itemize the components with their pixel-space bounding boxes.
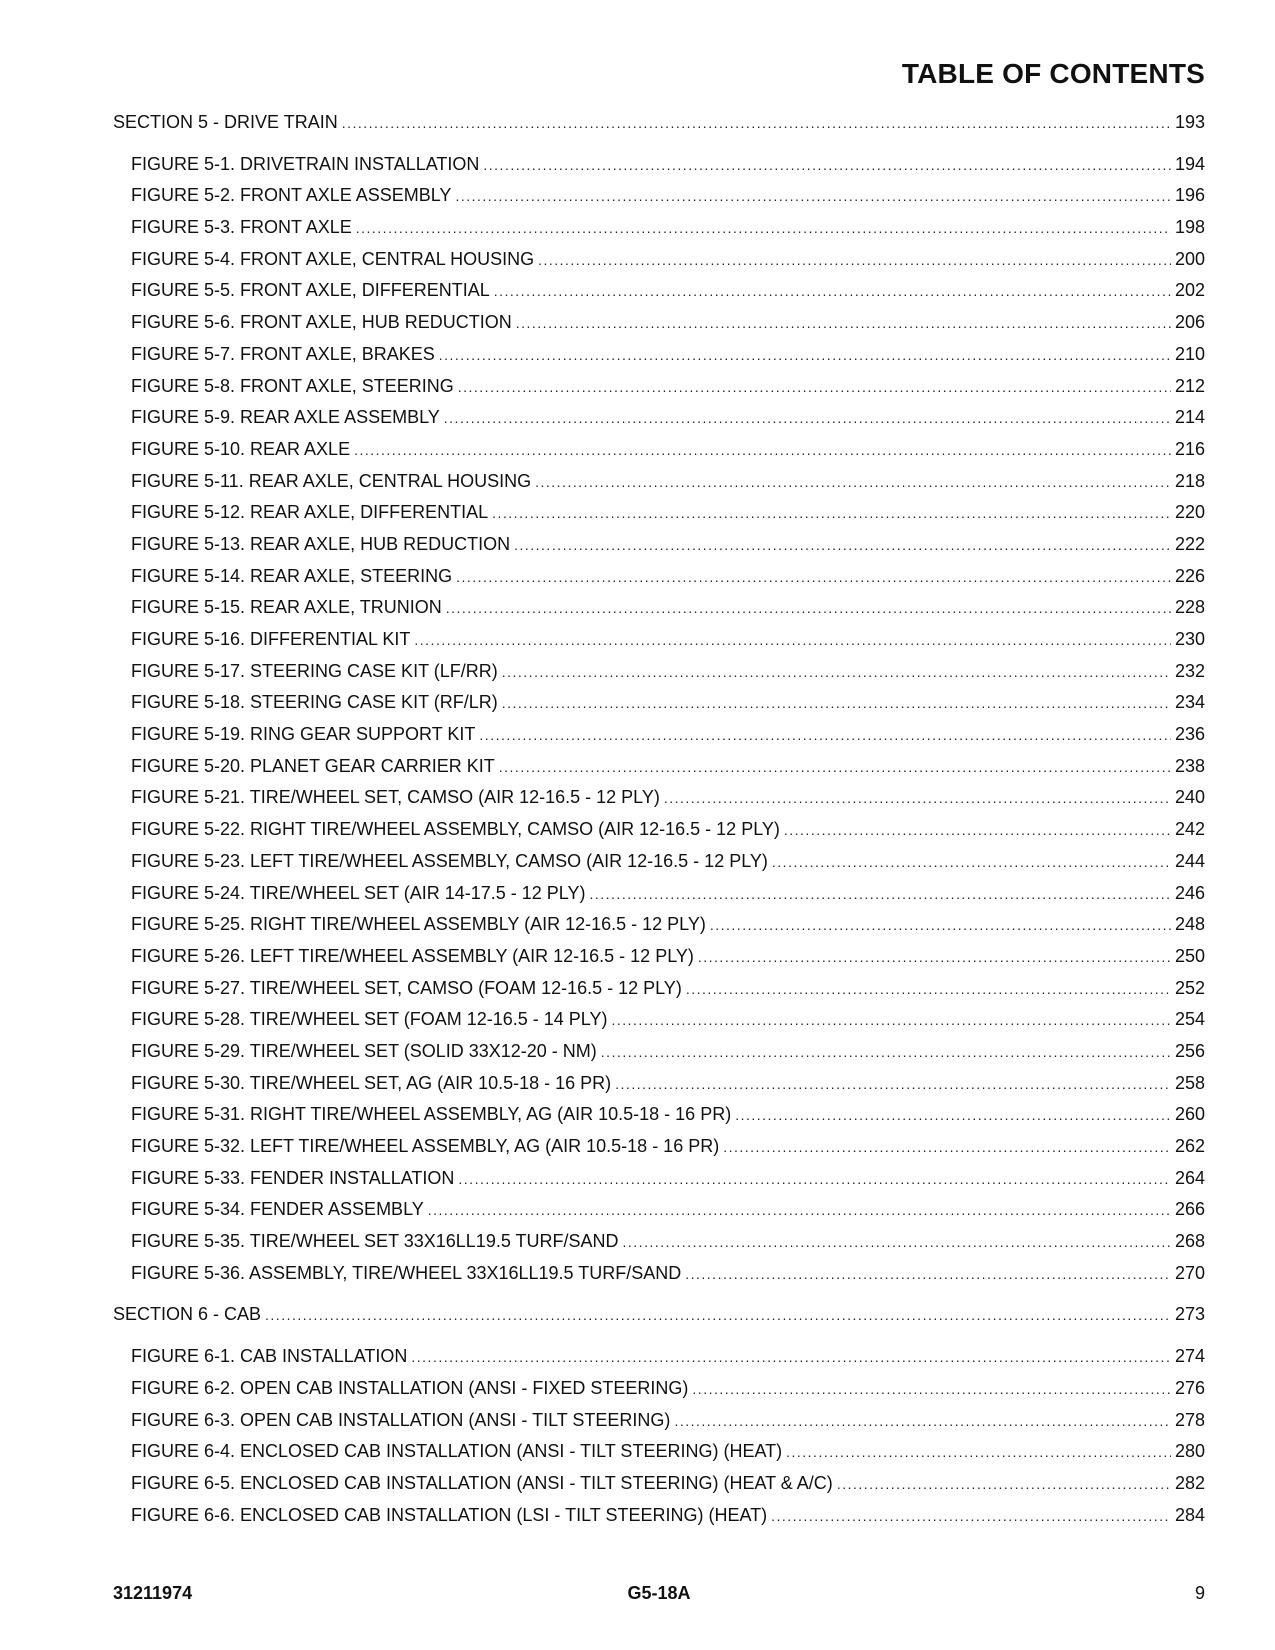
toc-figure-row[interactable]: [113, 471, 1205, 503]
figure-title: FIGURE 5-6. FRONT AXLE, HUB REDUCTION: [131, 312, 512, 333]
page-reference: 202: [1174, 280, 1205, 301]
figure-title: FIGURE 5-35. TIRE/WHEEL SET 33X16LL19.5 TURF/SAND: [131, 1231, 619, 1252]
dot-leader: [589, 884, 1170, 904]
figure-title: FIGURE 5-17. STEERING CASE KIT (LF/RR): [131, 660, 498, 681]
toc-figure-row[interactable]: [113, 629, 1205, 661]
toc-figure-row[interactable]: [113, 946, 1205, 978]
page-reference: 244: [1174, 850, 1205, 871]
figure-title: FIGURE 5-21. TIRE/WHEEL SET, CAMSO (AIR 12-16.5 - 12 PLY): [131, 787, 660, 808]
toc-figure-row[interactable]: [113, 1168, 1205, 1200]
figure-title: FIGURE 5-19. RING GEAR SUPPORT KIT: [131, 724, 476, 745]
page-reference: 248: [1174, 914, 1205, 935]
page-footer: [113, 1583, 1205, 1605]
figure-title: FIGURE 5-33. FENDER INSTALLATION: [131, 1167, 455, 1188]
page-reference: 258: [1174, 1072, 1205, 1093]
toc-figure-row[interactable]: [113, 1441, 1205, 1473]
page-reference: 282: [1174, 1472, 1205, 1493]
dot-leader: [685, 1264, 1171, 1284]
page-reference: 240: [1174, 787, 1205, 808]
dot-leader: [458, 1169, 1171, 1189]
figure-title: FIGURE 5-25. RIGHT TIRE/WHEEL ASSEMBLY (AIR 12-16.5 - 12 PLY): [131, 914, 706, 935]
figure-title: FIGURE 5-34. FENDER ASSEMBLY: [131, 1199, 424, 1220]
page-reference: 212: [1174, 375, 1205, 396]
page-number: 9: [1194, 1583, 1205, 1603]
dot-leader: [772, 852, 1171, 872]
figure-title: FIGURE 6-5. ENCLOSED CAB INSTALLATION (ANSI - TILT STEERING) (HEAT & A/C): [131, 1472, 833, 1493]
model-number: G5-18A: [627, 1583, 691, 1603]
toc-figure-row[interactable]: [113, 1378, 1205, 1410]
figure-title: FIGURE 5-27. TIRE/WHEEL SET, CAMSO (FOAM 12-16.5 - 12 PLY): [131, 977, 682, 998]
dot-leader: [456, 567, 1171, 587]
section-spacer: [113, 144, 1205, 154]
page-reference: 193: [1174, 112, 1205, 132]
page-reference: 260: [1174, 1104, 1205, 1125]
dot-leader: [483, 155, 1171, 175]
toc-figure-row[interactable]: [113, 1009, 1205, 1041]
toc-figure-row[interactable]: [113, 312, 1205, 344]
dot-leader: [615, 1074, 1171, 1094]
toc-figure-row[interactable]: [113, 597, 1205, 629]
page-reference: 234: [1174, 692, 1205, 713]
figure-title: FIGURE 5-10. REAR AXLE: [131, 438, 351, 459]
page-reference: 198: [1174, 217, 1205, 238]
toc-figure-row[interactable]: [113, 1473, 1205, 1505]
dot-leader: [414, 630, 1171, 650]
figure-title: FIGURE 5-2. FRONT AXLE ASSEMBLY: [131, 185, 452, 206]
toc-figure-row[interactable]: [113, 249, 1205, 281]
toc-figure-row[interactable]: [113, 185, 1205, 217]
page-reference: 214: [1174, 407, 1205, 428]
toc-figure-row[interactable]: [113, 1263, 1205, 1295]
page-reference: 250: [1174, 945, 1205, 966]
figure-title: FIGURE 5-5. FRONT AXLE, DIFFERENTIAL: [131, 280, 490, 301]
dot-leader: [723, 1137, 1171, 1157]
dot-leader: [771, 1506, 1171, 1526]
dot-leader: [354, 440, 1171, 460]
toc-figure-row[interactable]: [113, 502, 1205, 534]
figure-title: FIGURE 5-20. PLANET GEAR CARRIER KIT: [131, 755, 495, 776]
page-reference: 242: [1174, 819, 1205, 840]
dot-leader: [611, 1010, 1170, 1030]
dot-leader: [499, 757, 1171, 777]
figure-title: FIGURE 6-4. ENCLOSED CAB INSTALLATION (ANSI - TILT STEERING) (HEAT): [131, 1441, 783, 1462]
toc-figure-row[interactable]: [113, 978, 1205, 1010]
dot-leader: [342, 113, 1171, 133]
dot-leader: [735, 1105, 1171, 1125]
dot-leader: [692, 1379, 1171, 1399]
figure-title: FIGURE 5-16. DIFFERENTIAL KIT: [131, 629, 411, 649]
toc-figure-row[interactable]: [113, 1199, 1205, 1231]
dot-leader: [458, 377, 1171, 397]
dot-leader: [601, 1042, 1171, 1062]
toc-figure-row[interactable]: [113, 566, 1205, 598]
page-reference: 268: [1174, 1231, 1205, 1252]
page-reference: 236: [1174, 724, 1205, 745]
page-reference: 266: [1174, 1199, 1205, 1220]
figure-title: FIGURE 5-31. RIGHT TIRE/WHEEL ASSEMBLY, AG (AIR 10.5-18 - 16 PR): [131, 1104, 732, 1125]
toc-figure-row[interactable]: [113, 376, 1205, 408]
dot-leader: [446, 598, 1171, 618]
page-reference: 230: [1174, 629, 1205, 649]
figure-title: FIGURE 5-26. LEFT TIRE/WHEEL ASSEMBLY (AIR 12-16.5 - 12 PLY): [131, 945, 694, 966]
page-title: TABLE OF CONTENTS: [901, 58, 1205, 89]
page-reference: 262: [1174, 1136, 1205, 1156]
page-reference: 218: [1174, 470, 1205, 491]
toc-figure-row[interactable]: [113, 756, 1205, 788]
dot-leader: [516, 313, 1171, 333]
toc-figure-row[interactable]: [113, 534, 1205, 566]
dot-leader: [784, 820, 1171, 840]
document-number: 31211974: [113, 1583, 193, 1603]
figure-title: FIGURE 5-36. ASSEMBLY, TIRE/WHEEL 33X16LL19.5 TURF/SAND: [131, 1262, 682, 1283]
dot-leader: [494, 281, 1171, 301]
page-reference: 276: [1174, 1377, 1205, 1398]
dot-leader: [502, 662, 1171, 682]
dot-leader: [664, 788, 1171, 808]
section-title: SECTION 5 - DRIVE TRAIN: [113, 112, 338, 132]
figure-title: FIGURE 5-30. TIRE/WHEEL SET, AG (AIR 10.5-18 - 16 PR): [131, 1072, 612, 1093]
page-reference: 256: [1174, 1040, 1205, 1061]
dot-leader: [444, 408, 1171, 428]
figure-title: FIGURE 6-6. ENCLOSED CAB INSTALLATION (LSI - TILT STEERING) (HEAT): [131, 1504, 768, 1525]
dot-leader: [538, 250, 1171, 270]
toc-section-row[interactable]: [113, 112, 1205, 144]
page-reference: 280: [1174, 1441, 1205, 1462]
toc-figure-row[interactable]: [113, 914, 1205, 946]
page-reference: 206: [1174, 312, 1205, 333]
figure-title: FIGURE 5-29. TIRE/WHEEL SET (SOLID 33X12-20 - NM): [131, 1040, 597, 1061]
toc-figure-row[interactable]: [113, 1410, 1205, 1442]
figure-title: FIGURE 5-24. TIRE/WHEEL SET (AIR 14-17.5 - 12 PLY): [131, 882, 586, 903]
figure-title: FIGURE 6-3. OPEN CAB INSTALLATION (ANSI - TILT STEERING): [131, 1409, 671, 1430]
figure-title: FIGURE 6-2. OPEN CAB INSTALLATION (ANSI - FIXED STEERING): [131, 1377, 689, 1398]
dot-leader: [686, 979, 1171, 999]
toc-figure-row[interactable]: [113, 787, 1205, 819]
figure-title: FIGURE 5-23. LEFT TIRE/WHEEL ASSEMBLY, CAMSO (AIR 12-16.5 - 12 PLY): [131, 850, 768, 871]
dot-leader: [514, 535, 1171, 555]
toc-figure-row[interactable]: [113, 1073, 1205, 1105]
page-reference: 270: [1174, 1262, 1205, 1283]
toc-figure-row[interactable]: [113, 1104, 1205, 1136]
page-reference: 232: [1174, 660, 1205, 681]
dot-leader: [674, 1411, 1171, 1431]
dot-leader: [479, 725, 1171, 745]
page-reference: 196: [1174, 185, 1205, 206]
page-reference: 194: [1174, 153, 1205, 174]
figure-title: FIGURE 5-28. TIRE/WHEEL SET (FOAM 12-16.5 - 14 PLY): [131, 1009, 608, 1030]
page-reference: 220: [1174, 502, 1205, 523]
figure-title: FIGURE 5-22. RIGHT TIRE/WHEEL ASSEMBLY, CAMSO (AIR 12-16.5 - 12 PLY): [131, 819, 780, 840]
figure-title: FIGURE 5-8. FRONT AXLE, STEERING: [131, 375, 454, 396]
dot-leader: [623, 1232, 1171, 1252]
page-reference: 222: [1174, 533, 1205, 554]
figure-title: FIGURE 5-9. REAR AXLE ASSEMBLY: [131, 407, 440, 428]
toc-figure-row[interactable]: [113, 724, 1205, 756]
figure-title: FIGURE 5-18. STEERING CASE KIT (RF/LR): [131, 692, 498, 713]
toc-figure-row[interactable]: [113, 344, 1205, 376]
table-of-contents: [113, 112, 1205, 1536]
section-spacer: [113, 1294, 1205, 1304]
dot-leader: [411, 1347, 1171, 1367]
dot-leader: [265, 1305, 1171, 1325]
page-reference: 210: [1174, 343, 1205, 364]
toc-figure-row[interactable]: [113, 1505, 1205, 1537]
toc-figure-row[interactable]: [113, 407, 1205, 439]
figure-title: FIGURE 5-3. FRONT AXLE: [131, 217, 352, 238]
dot-leader: [439, 345, 1171, 365]
figure-title: FIGURE 5-14. REAR AXLE, STEERING: [131, 565, 453, 586]
dot-leader: [356, 218, 1171, 238]
figure-title: FIGURE 5-12. REAR AXLE, DIFFERENTIAL: [131, 502, 489, 523]
toc-section-row[interactable]: [113, 1304, 1205, 1336]
page-reference: 252: [1174, 977, 1205, 998]
figure-title: FIGURE 5-4. FRONT AXLE, CENTRAL HOUSING: [131, 248, 535, 269]
toc-figure-row[interactable]: [113, 1136, 1205, 1168]
toc-figure-row[interactable]: [113, 661, 1205, 693]
toc-figure-row[interactable]: [113, 154, 1205, 186]
toc-figure-row[interactable]: [113, 819, 1205, 851]
page-reference: 226: [1174, 565, 1205, 586]
dot-leader: [502, 693, 1171, 713]
page-reference: 216: [1174, 438, 1205, 459]
figure-title: FIGURE 5-13. REAR AXLE, HUB REDUCTION: [131, 533, 511, 554]
dot-leader: [535, 472, 1171, 492]
toc-figure-row[interactable]: [113, 1346, 1205, 1378]
figure-title: FIGURE 6-1. CAB INSTALLATION: [131, 1346, 408, 1367]
figure-title: FIGURE 5-32. LEFT TIRE/WHEEL ASSEMBLY, AG (AIR 10.5-18 - 16 PR): [131, 1136, 720, 1156]
dot-leader: [710, 915, 1171, 935]
dot-leader: [455, 186, 1171, 206]
page-reference: 284: [1174, 1504, 1205, 1525]
figure-title: FIGURE 5-15. REAR AXLE, TRUNION: [131, 597, 442, 618]
page-reference: 246: [1174, 882, 1205, 903]
toc-figure-row[interactable]: [113, 1231, 1205, 1263]
dot-leader: [837, 1474, 1171, 1494]
toc-figure-row[interactable]: [113, 280, 1205, 312]
page-reference: 273: [1174, 1304, 1205, 1325]
dot-leader: [428, 1200, 1171, 1220]
section-spacer: [113, 1336, 1205, 1346]
figure-title: FIGURE 5-1. DRIVETRAIN INSTALLATION: [131, 153, 480, 174]
toc-figure-row[interactable]: [113, 439, 1205, 471]
toc-figure-row[interactable]: [113, 692, 1205, 724]
toc-figure-row[interactable]: [113, 217, 1205, 249]
dot-leader: [786, 1442, 1171, 1462]
toc-figure-row[interactable]: [113, 883, 1205, 915]
page-reference: 278: [1174, 1409, 1205, 1430]
page-reference: 254: [1174, 1009, 1205, 1030]
page-reference: 200: [1174, 248, 1205, 269]
page-reference: 228: [1174, 597, 1205, 618]
toc-figure-row[interactable]: [113, 1041, 1205, 1073]
figure-title: FIGURE 5-7. FRONT AXLE, BRAKES: [131, 343, 435, 364]
dot-leader: [698, 947, 1171, 967]
page-reference: 274: [1174, 1346, 1205, 1367]
figure-title: FIGURE 5-11. REAR AXLE, CENTRAL HOUSING: [131, 470, 532, 491]
section-title: SECTION 6 - CAB: [113, 1304, 262, 1325]
page-reference: 238: [1174, 755, 1205, 776]
toc-figure-row[interactable]: [113, 851, 1205, 883]
page-reference: 264: [1174, 1167, 1205, 1188]
dot-leader: [492, 503, 1171, 523]
